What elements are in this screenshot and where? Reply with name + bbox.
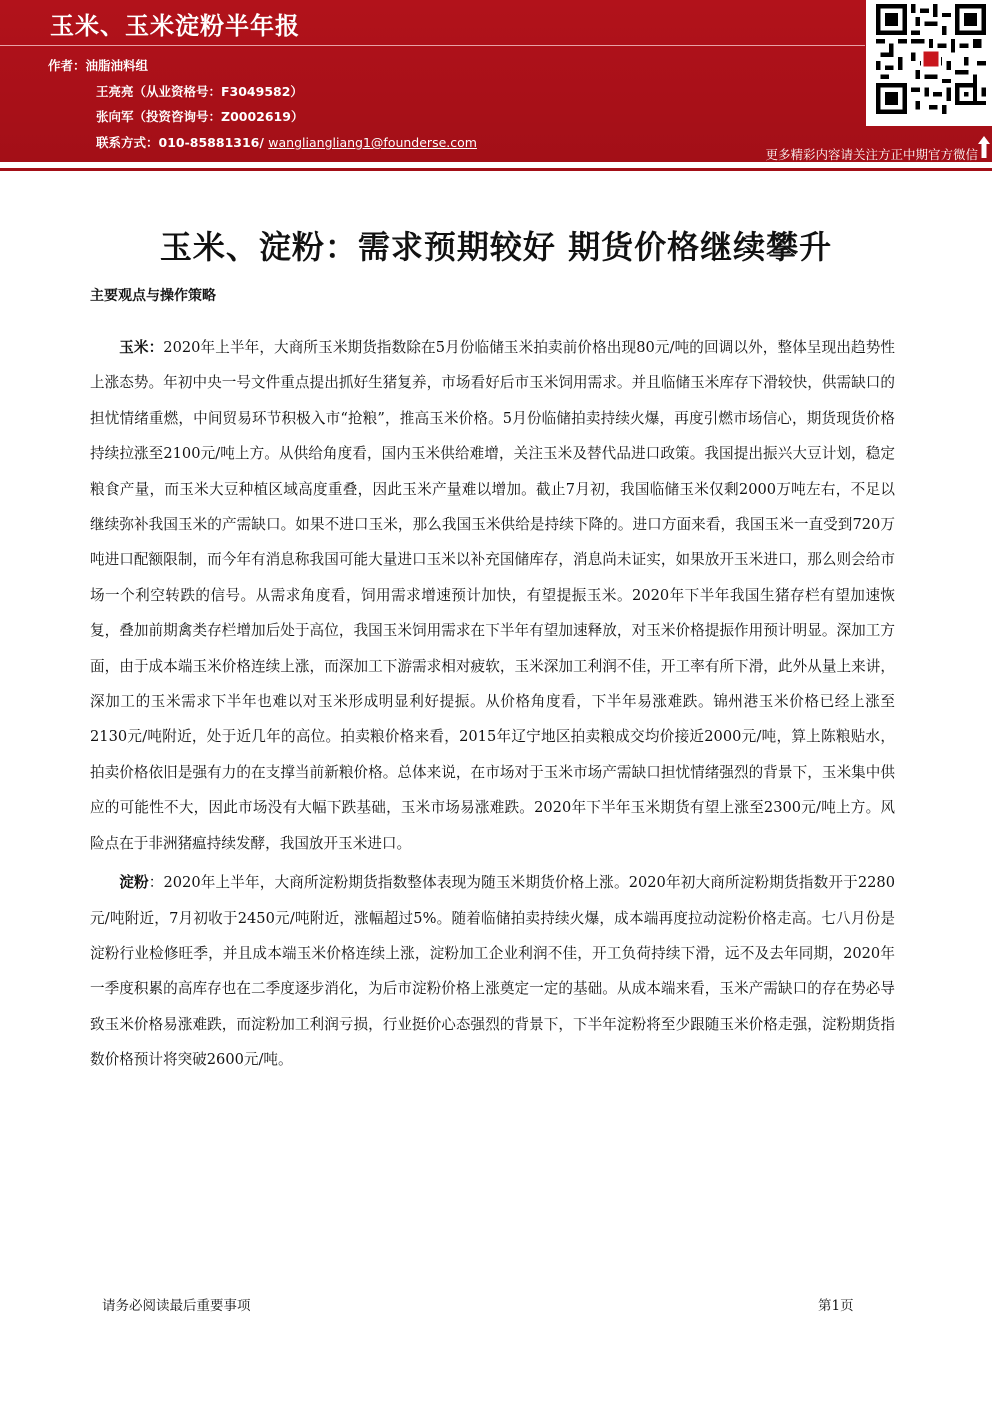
header-divider bbox=[0, 168, 992, 171]
report-body bbox=[90, 330, 895, 1078]
section-heading: 主要观点与操作策略 bbox=[90, 288, 216, 304]
email-link[interactable]: wangliangliang1@founderse.com bbox=[268, 135, 477, 150]
author-group: 作者：油脂油料组 bbox=[48, 58, 149, 73]
report-title: 玉米、淀粉：需求预期较好 期货价格继续攀升 bbox=[159, 228, 833, 266]
analyst-1: 王亮亮（从业资格号：F3049582） bbox=[96, 84, 303, 99]
analyst-2: 张向军（投资咨询号：Z0002619） bbox=[96, 109, 304, 124]
report-series-title: 玉米、玉米淀粉半年报 bbox=[50, 12, 300, 40]
footer-note: 请务必阅读最后重要事项 bbox=[102, 1298, 251, 1314]
report-header-banner bbox=[0, 0, 992, 162]
corn-lead: 玉米： bbox=[119, 339, 164, 356]
starch-text: ：2020年上半年，大商所淀粉期货指数整体表现为随玉米期货价格上涨。2020年初大商所淀粉期货指数开于2280元/吨附近，7月初收于2450元/吨附近，涨幅超过5%。随着临储拍卖持续火爆，成本端再度拉动淀粉价格走高。七八月份是淀粉行业检修旺季，并且成本端玉米价格连续上涨，淀粉加工企业利润不佳，开工负荷持续下滑，远不及去年同期，2020年一季度积累的高库存也在二季度逐步消化，为后市淀粉价格上涨奠定一定的基础。从成本端来看，玉米产需缺口的存在势必导致玉米价格易涨难跌，而淀粉加工利润亏损，行业挺价心态强烈的背景下，下半年淀粉将至少跟随玉米价格走强，淀粉期货指数价格预计将突破2600元/吨。 bbox=[90, 874, 895, 1069]
page-number: 第1页 bbox=[818, 1298, 854, 1314]
contact-info bbox=[96, 133, 477, 151]
qr-code-icon bbox=[876, 4, 986, 114]
contact-label: 联系方式：010-85881316/ bbox=[96, 135, 264, 150]
corn-paragraph bbox=[90, 330, 895, 861]
up-arrow-icon bbox=[978, 136, 990, 158]
qr-caption: 更多精彩内容请关注方正中期官方微信 bbox=[765, 147, 978, 162]
header-rule bbox=[0, 45, 865, 46]
starch-lead: 淀粉 bbox=[119, 874, 149, 892]
corn-text: 2020年上半年，大商所玉米期货指数除在5月份临储玉米拍卖前价格出现80元/吨的回调以外，整体呈现出趋势性上涨态势。年初中央一号文件重点提出抓好生猪复养，市场看好后市玉米饲用需求。并且临储玉米库存下滑较快，供需缺口的担忧情绪重燃，中间贸易环节积极入市“抢粮”，推高玉米价格。5月份临储拍卖持续火爆，再度引燃市场信心，期货现货价格持续拉涨至2100元/吨上方。从供给角度看，国内玉米供给难增，关注玉米及替代品进口政策。我国提出振兴大豆计划，稳定粮食产量，而玉米大豆种植区域高度重叠，因此玉米产量难以增加。截止7月初，我国临储玉米仅剩2000万吨左右，不足以继续弥补我国玉米的产需缺口。如果不进口玉米，那么我国玉米供给是持续下降的。进口方面来看，我国玉米一直受到720万吨进口配额限制，而今年有消息称我国可能大量进口玉米以补充国储库存，消息尚未证实，如果放开玉米进口，那么则会给市场一个利空转跌的信号。从需求角度看，饲用需求增速预计加快，有望提振玉米。2020年下半年我国生猪存栏有望加速恢复，叠加前期禽类存栏增加后处于高位，我国玉米饲用需求在下半年有望加速释放，对玉米价格提振作用预计明显。深加工方面，由于成本端玉米价格连续上涨，而深加工下游需求相对疲软，玉米深加工利润不佳，开工率有所下滑，此外从量上来讲，深加工的玉米需求下半年也难以对玉米形成明显利好提振。从价格角度看，下半年易涨难跌。锦州港玉米价格已经上涨至2130元/吨附近，处于近几年的高位。拍卖粮价格来看，2015年辽宁地区拍卖粮成交均价接近2000元/吨，算上陈粮贴水，拍卖价格依旧是强有力的在支撑当前新粮价格。总体来说，在市场对于玉米市场产需缺口担忧情绪强烈的背景下，玉米集中供应的可能性不大，因此市场没有大幅下跌基础，玉米市场易涨难跌。2020年下半年玉米期货有望上涨至2300元/吨上方。风险点在于非洲猪瘟持续发酵，我国放开玉米进口。 bbox=[90, 339, 895, 852]
starch-paragraph bbox=[90, 865, 895, 1077]
qr-panel bbox=[866, 0, 992, 126]
